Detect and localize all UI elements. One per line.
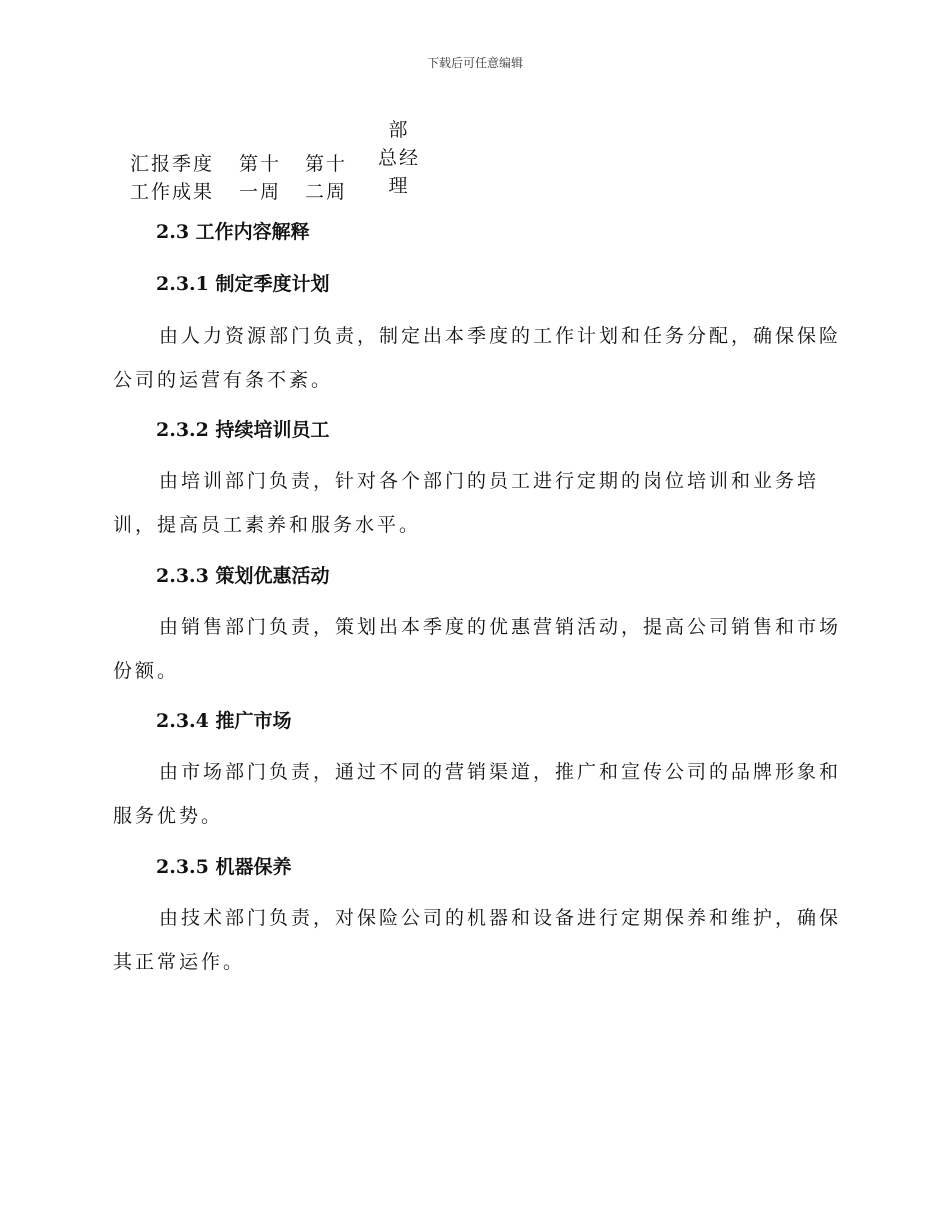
page-header: 下载后可任意编辑 [426,56,523,70]
section-text-2-3-1: 由人力资源部门负责，制定出本季度的工作计划和任务分配，确保保险公司的运营有条不紊。 [113,325,842,391]
section-text-2-3-5: 由技术部门负责，对保险公司的机器和设备进行定期保养和维护，确保其正常运作。 [113,907,842,973]
table-cell-gm: 部 总经 理 [377,119,420,197]
section-heading-2-3: 2.3 工作内容解释 [156,221,310,243]
section-heading-2-3-4: 2.3.4 推广市场 [156,710,292,732]
section-text-2-3-2: 由培训部门负责，针对各个部门的员工进行定期的岗位培训和业务培训，提高员工素养和服务水平。 [113,470,820,536]
table-cell-week-12: 第十 二周 [304,153,347,203]
section-heading-2-3-2: 2.3.2 持续培训员工 [156,419,330,441]
section-heading-2-3-3: 2.3.3 策划优惠活动 [156,565,330,587]
table-cell-week-11: 第十 一周 [238,153,281,203]
table-cell-report-label: 汇报季度 工作成果 [129,153,214,203]
section-text-2-3-4: 由市场部门负责，通过不同的营销渠道，推广和宣传公司的品牌形象和服务优势。 [113,761,842,827]
section-heading-2-3-5: 2.3.5 机器保养 [156,856,292,878]
section-heading-2-3-1: 2.3.1 制定季度计划 [156,273,330,295]
section-text-2-3-3: 由销售部门负责，策划出本季度的优惠营销活动，提高公司销售和市场份额。 [113,616,842,682]
